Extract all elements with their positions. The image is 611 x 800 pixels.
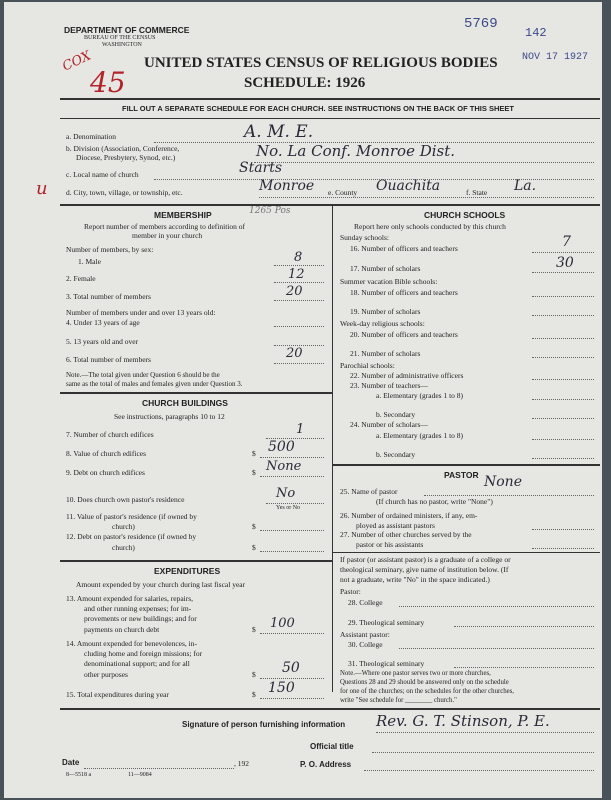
dots: [364, 770, 594, 771]
q10-value: No: [276, 486, 296, 501]
q21-label: 21. Number of scholars: [350, 349, 421, 358]
by-sex-label: Number of members, by sex:: [66, 245, 154, 254]
dots: [260, 457, 324, 458]
dollar-15: $: [252, 690, 256, 699]
q24-label: 24. Number of scholars—: [350, 420, 428, 429]
dots: [84, 768, 234, 769]
q13-label4: payments on church debt: [84, 625, 160, 634]
membership-note2: same as the total of males and females given under Question 3.: [66, 380, 243, 388]
q25-label: 25. Name of pastor: [340, 487, 398, 496]
signature-label: Signature of person furnishing information: [182, 720, 346, 729]
q3-value: 20: [286, 284, 303, 299]
dots: [532, 548, 594, 549]
q11-label2: church): [112, 522, 135, 531]
instruction: FILL OUT A SEPARATE SCHEDULE FOR EACH CHURCH. SEE INSTRUCTIONS ON THE BACK OF THIS SHEET: [122, 104, 514, 113]
county-value: Ouachita: [376, 178, 441, 194]
corner-number: 142: [525, 26, 547, 40]
q17-label: 17. Number of scholars: [350, 264, 421, 273]
q24b-label: b. Secondary: [376, 450, 416, 459]
church-name-label: c. Local name of church: [66, 170, 139, 179]
denomination-value: A. M. E.: [244, 122, 314, 142]
q29-label: 29. Theological seminary: [348, 618, 425, 627]
receipt-stamp: NOV 17 1927: [522, 52, 589, 63]
dots: [532, 357, 594, 358]
dots: [399, 606, 594, 607]
expend-heading: EXPENDITURES: [154, 566, 221, 576]
q4-label: 4. Under 13 years of age: [66, 318, 140, 327]
q10-label: 10. Does church own pastor's residence: [66, 495, 185, 504]
pastor-note3: for one of the churches; on the schedules for the other churches,: [340, 688, 515, 695]
week-label: Week-day religious schools:: [340, 319, 425, 328]
q9-label: 9. Debt on church edifices: [66, 468, 145, 477]
dollar-14: $: [252, 670, 256, 679]
dots: [260, 530, 324, 531]
dots: [274, 300, 324, 301]
date-label: Date: [62, 758, 80, 767]
q31-label: 31. Theological seminary: [348, 659, 425, 668]
schools-heading: CHURCH SCHOOLS: [424, 210, 506, 220]
rule-sch: [332, 464, 600, 466]
q22-label: 22. Number of administrative officers: [350, 371, 464, 380]
dollar-9: $: [252, 468, 256, 477]
bureau-name: BUREAU OF THE CENSUS: [84, 35, 156, 41]
dots: [532, 296, 594, 297]
dots: [532, 399, 594, 400]
summer-label: Summer vacation Bible schools:: [340, 277, 438, 286]
q14-label4: other purposes: [84, 670, 128, 679]
pastor-sub-label: Pastor:: [340, 587, 361, 596]
age-heading: Number of members under and over 13 years old:: [66, 308, 216, 317]
q16-label: 16. Number of officers and teachers: [350, 244, 458, 253]
q13-value: 100: [270, 616, 295, 631]
grad-text2: theological seminary, give name of institution below. (If: [340, 565, 509, 574]
dots: [274, 326, 324, 327]
q12-label1: 12. Debt on pastor's residence (if owned by: [66, 532, 197, 541]
q7-label: 7. Number of church edifices: [66, 430, 154, 439]
q27-label1: 27. Number of other churches served by the: [340, 530, 472, 539]
q8-value: 500: [268, 439, 295, 455]
schools-sub: Report here only schools conducted by this church: [354, 222, 506, 231]
rule-3: [60, 204, 600, 206]
dots: [532, 379, 594, 380]
q13-label3: provements or new buildings; and for: [84, 614, 197, 623]
form-number: 5769: [464, 16, 498, 32]
dollar-11: $: [252, 522, 256, 531]
cox-mark: COX: [60, 48, 94, 75]
dots: [532, 315, 594, 316]
dots: [532, 529, 594, 530]
dots: [376, 732, 594, 733]
division-label2: Diocese, Presbytery, Synod, etc.): [76, 153, 176, 162]
membership-intro2: member in your church: [132, 231, 203, 240]
q15-value: 150: [268, 680, 295, 696]
dots: [424, 495, 594, 496]
dots: [260, 476, 324, 477]
dots: [532, 338, 594, 339]
grad-text3: not a graduate, write "No" in the space indicated.): [340, 575, 490, 584]
buildings-sub: See instructions, paragraphs 10 to 12: [114, 412, 225, 421]
q7-value: 1: [296, 422, 305, 437]
q16-value: 7: [562, 234, 571, 250]
q6-value: 20: [286, 346, 303, 361]
dollar-8: $: [252, 449, 256, 458]
buildings-heading: CHURCH BUILDINGS: [142, 398, 228, 408]
dots: [259, 197, 594, 198]
q19-label: 19. Number of scholars: [350, 307, 421, 316]
rule-pas: [332, 552, 600, 553]
membership-note1: Note.—The total given under Question 6 should be the: [66, 371, 220, 379]
membership-intro1: Report number of members according to definition of: [84, 222, 245, 231]
dots: [254, 162, 594, 163]
dots: [372, 752, 594, 753]
city-value: Monroe: [259, 178, 315, 194]
q26-label2: ployed as assistant pastors: [356, 521, 435, 530]
grad-text1: If pastor (or assistant pastor) is a graduate of a college or: [340, 555, 511, 564]
rule-mb: [60, 392, 332, 394]
dollar-13: $: [252, 625, 256, 634]
dots: [260, 633, 324, 634]
q25-note: (If church has no pastor, write "None"): [376, 497, 493, 506]
q23b-label: b. Secondary: [376, 410, 416, 419]
dots: [399, 648, 594, 649]
denomination-label: a. Denomination: [66, 132, 116, 141]
pastor-note1: Note.—Where one pastor serves two or more churches,: [340, 670, 491, 677]
rule-bottom: [60, 708, 600, 710]
official-title-label: Official title: [310, 742, 354, 751]
sunday-label: Sunday schools:: [340, 233, 389, 242]
q2-label: 2. Female: [66, 274, 96, 283]
margin-mark: u: [36, 178, 48, 199]
q26-label1: 26. Number of ordained ministers, if any, em-: [340, 511, 478, 520]
q25-value: None: [484, 474, 522, 490]
q6-label: 6. Total number of members: [66, 355, 151, 364]
yes-no-hint: Yes or No: [276, 505, 301, 511]
q1-value: 8: [294, 250, 303, 265]
dots: [532, 272, 594, 273]
q14-value: 50: [282, 660, 300, 676]
q11-label1: 11. Value of pastor's residence (if owned by: [66, 512, 197, 521]
dots: [532, 418, 594, 419]
dots: [532, 439, 594, 440]
q17-value: 30: [556, 255, 574, 271]
dots: [260, 678, 324, 679]
form-code1: 8—5518 a: [66, 772, 92, 778]
form-code2: 11—9084: [128, 772, 152, 778]
city-name: WASHINGTON: [102, 42, 142, 48]
assistant-label: Assistant pastor:: [340, 630, 390, 639]
membership-note-hw: 1265 Pos: [249, 206, 291, 216]
q3-label: 3. Total number of members: [66, 292, 151, 301]
q12-label2: church): [112, 543, 135, 552]
county-label: e. County: [328, 188, 358, 197]
state-label: f. State: [466, 188, 488, 197]
form-subtitle: SCHEDULE: 1926: [244, 75, 366, 91]
date-year: , 192: [234, 759, 249, 768]
dots: [532, 252, 594, 253]
q1-label: 1. Male: [78, 257, 101, 266]
division-label1: b. Division (Association, Conference,: [66, 144, 180, 153]
dots: [266, 503, 324, 504]
dots: [260, 698, 324, 699]
q15-label: 15. Total expenditures during year: [66, 690, 169, 699]
q18-label: 18. Number of officers and teachers: [350, 288, 458, 297]
parochial-label: Parochial schools:: [340, 361, 395, 370]
census-form: [4, 2, 602, 798]
q28-label: 28. College: [348, 598, 383, 607]
dots: [274, 363, 324, 364]
q23a-label: a. Elementary (grades 1 to 8): [376, 391, 464, 400]
q14-label3: denominational support; and for all: [84, 659, 190, 668]
q24a-label: a. Elementary (grades 1 to 8): [376, 431, 464, 440]
dots: [454, 667, 594, 668]
state-value: La.: [514, 178, 537, 194]
dots: [532, 458, 594, 459]
dollar-12: $: [252, 543, 256, 552]
q13-label1: 13. Amount expended for salaries, repairs,: [66, 594, 194, 603]
q23-label: 23. Number of teachers—: [350, 381, 428, 390]
column-divider: [332, 204, 333, 692]
form-title: UNITED STATES CENSUS OF RELIGIOUS BODIES: [144, 55, 498, 71]
dots: [274, 265, 324, 266]
po-address-label: P. O. Address: [300, 760, 352, 769]
pastor-note2: Questions 28 and 29 should be answered only on the schedule: [340, 679, 509, 686]
division-value: No. La Conf. Monroe Dist.: [256, 142, 456, 160]
rule-top: [60, 98, 600, 100]
q13-label2: and other running expenses; for im-: [84, 604, 192, 613]
rule-2: [60, 118, 600, 119]
q30-label: 30. College: [348, 640, 383, 649]
expend-sub: Amount expended by your church during last fiscal year: [76, 580, 246, 589]
city-label: d. City, town, village, or township, etc.: [66, 188, 183, 197]
q9-value: None: [266, 459, 302, 474]
q5-label: 5. 13 years old and over: [66, 337, 139, 346]
pastor-note4: write "See schedule for ________ church.": [340, 697, 457, 704]
q20-label: 20. Number of officers and teachers: [350, 330, 458, 339]
dots: [274, 282, 324, 283]
dots: [260, 551, 324, 552]
membership-heading: MEMBERSHIP: [154, 210, 212, 220]
red-code: 45: [90, 66, 126, 99]
dept-name: DEPARTMENT OF COMMERCE: [64, 25, 190, 35]
dots: [454, 626, 594, 627]
pastor-heading: PASTOR: [444, 470, 479, 480]
rule-bld: [60, 560, 332, 562]
q14-label2: cluding home and foreign missions; for: [84, 649, 203, 658]
q8-label: 8. Value of church edifices: [66, 449, 147, 458]
church-name-value: Starts: [239, 160, 283, 176]
q27-label2: pastor or his assistants: [356, 540, 424, 549]
q2-value: 12: [288, 267, 305, 282]
signature-value: Rev. G. T. Stinson, P. E.: [376, 712, 550, 730]
q14-label1: 14. Amount expended for benevolences, in-: [66, 639, 198, 648]
